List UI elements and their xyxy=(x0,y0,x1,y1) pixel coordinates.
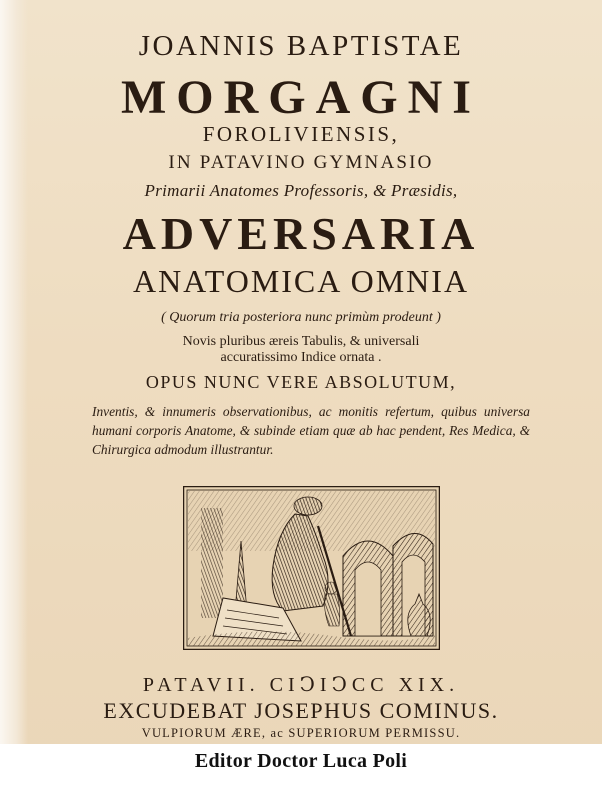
plates-note xyxy=(20,334,582,366)
subtitle-note: ( Quorum tria posteriora nunc primùm prodeunt ) xyxy=(161,310,441,325)
imprint-city-date: PATAVII. CIↃIↃCC XIX. xyxy=(142,674,460,696)
opus-line: OPUS NUNC VERE ABSOLUTUM, xyxy=(145,372,457,392)
book-title-line-1: ADVERSARIA xyxy=(122,208,480,259)
plates-note-line-2: accuratissimo Indice ornata . xyxy=(220,350,382,365)
imprint-permission: VULPIORUM ÆRE, ac SUPERIORUM PERMISSU. xyxy=(141,726,461,740)
description-paragraph: Inventis, & innumeris observationibus, ac monitis refertum, quibus universa humani corporis Anatome, & subinde etiam quæ ab hac pendent, Res Medica, & Chirurgica admodum illustrantur. xyxy=(92,404,530,457)
editor-caption: Editor Doctor Luca Poli xyxy=(194,750,408,772)
author-line-1: JOANNIS BAPTISTAE xyxy=(138,30,464,62)
plates-note-line-1: Novis pluribus æreis Tabulis, & universali xyxy=(182,334,420,349)
position-line: Primarii Anatomes Professoris, & Præsidis, xyxy=(144,181,458,200)
engraved-vignette xyxy=(183,486,440,650)
imprint-printer: EXCUDEBAT JOSEPHUS COMINUS. xyxy=(103,698,499,723)
author-surname: MORGAGNI xyxy=(121,71,481,124)
author-origin: FOROLIVIENSIS, xyxy=(202,122,400,146)
institution-line: IN PATAVINO GYMNASIO xyxy=(168,152,434,173)
book-title-line-2: ANATOMICA OMNIA xyxy=(132,263,470,299)
